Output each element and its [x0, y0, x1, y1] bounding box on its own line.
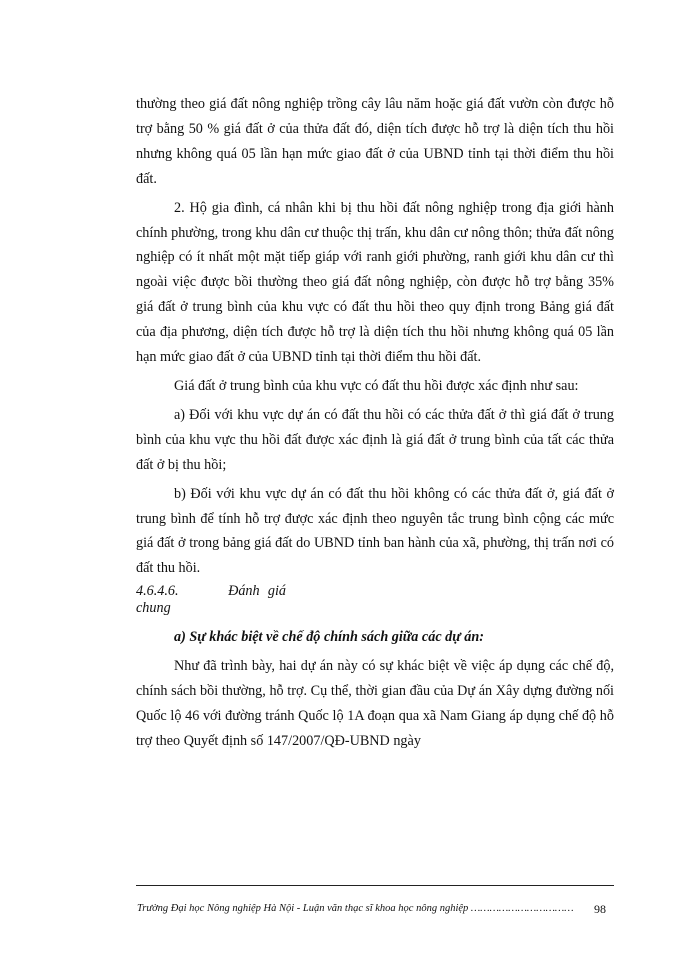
- footer-text: Trường Đại học Nông nghiệp Hà Nội - Luận văn thạc sĩ khoa học nông nghiệp ……………………………: [137, 903, 574, 914]
- section-heading: [136, 583, 286, 617]
- paragraph-item-a: a) Đối với khu vực dự án có đất thu hồi có các thửa đất ở thì giá đất ở trung bình của khu vực thu hồi đất được xác định là giá đất ở trung bình của tất các thửa đất ở bị thu hồi;: [136, 406, 614, 473]
- footer-divider: [136, 885, 614, 886]
- subheading: a) Sự khác biệt về chế độ chính sách giữa các dự án:: [174, 629, 485, 646]
- body-text: [136, 92, 614, 754]
- section-title: Đánh giá chung: [136, 583, 287, 617]
- section-number: 4.6.4.6.: [136, 583, 179, 600]
- page-number: 98: [594, 902, 606, 916]
- paragraph-item-b: b) Đối với khu vực dự án có đất thu hồi không có các thửa đất ở, giá đất ở trung bình để tính hỗ trợ được xác định theo nguyên tắc trung bình cộng các mức giá đất ở trong bảng giá đất do UBND tỉnh ban hành của xã, phường, thị trấn nơi có đất thu hồi.: [136, 485, 614, 577]
- paragraph-continuation: thường theo giá đất nông nghiệp trồng cây lâu năm hoặc giá đất vườn còn được hỗ trợ bằng 50 % giá đất ở của thửa đất đó, diện tích được hỗ trợ là diện tích thu hồi nhưng không quá 05 lần hạn mức giao đất ở của UBND tỉnh tại thời điểm thu hồi đất.: [136, 96, 614, 187]
- paragraph-differences: Như đã trình bày, hai dự án này có sự khác biệt về việc áp dụng các chế độ, chính sách bồi thường, hỗ trợ. Cụ thể, thời gian đầu của Dự án Xây dựng đường nối Quốc lộ 46 với đường tránh Quốc lộ 1A đoạn qua xã Nam Giang áp dụng chế độ hỗ trợ theo Quyết định số 147/2007/QĐ-UBND ngày: [136, 658, 614, 749]
- paragraph-item-2: 2. Hộ gia đình, cá nhân khi bị thu hồi đất nông nghiệp trong địa giới hành chính phường, trong khu dân cư thuộc thị trấn, khu dân cư nông thôn; thửa đất nông nghiệp có ít nhất một mặt tiếp giáp với ranh giới phường, ranh giới khu dân cư thì ngoài việc được bồi thường theo giá đất nông nghiệp, còn được hỗ trợ bằng 35% giá đất ở trung bình của khu vực có đất thu hồi theo quy định trong Bảng giá đất của địa phương, diện tích được hỗ trợ là diện tích thu hồi nhưng không quá 05 lần hạn mức giao đất ở của UBND tỉnh tại thời điểm thu hồi đất.: [136, 199, 614, 366]
- paragraph-average-price-intro: Giá đất ở trung bình của khu vực có đất thu hồi được xác định như sau:: [174, 377, 579, 394]
